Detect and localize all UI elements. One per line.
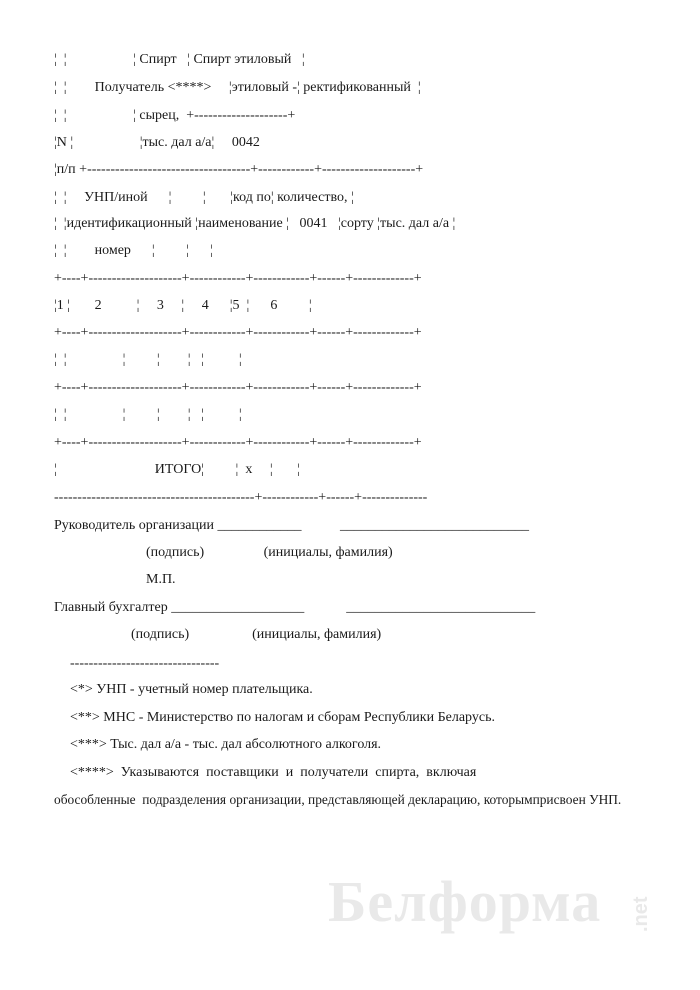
table-row: ¦ ¦ ¦ ¦ ¦ ¦ ¦	[54, 352, 242, 367]
table-rule: +----+--------------------+------------+------------+------+-------------+	[54, 435, 422, 450]
table-header-row-5: ¦п/п +-----------------------------------+------------+--------------------+	[54, 162, 424, 177]
table-rule: +----+--------------------+------------+------------+------+-------------+	[54, 325, 422, 340]
watermark-domain: .net	[630, 896, 652, 932]
footnote-2: <**> МНС - Министерство по налогам и сборам Республики Беларусь.	[70, 710, 495, 725]
table-subheader-row-2: ¦ ¦идентификационный ¦наименование ¦ 0041 ¦сорту ¦тыс. дал а/а ¦	[54, 216, 456, 231]
table-bottom-rule: -------------------------------------------+------------+------+--------------	[54, 490, 428, 505]
table-column-numbers: ¦1 ¦ 2 ¦ 3 ¦ 4 ¦5 ¦ 6 ¦	[54, 298, 312, 313]
table-header-row-4: ¦N ¦ ¦тыс. дал а/а¦ 0042	[54, 135, 260, 150]
table-rule: +----+--------------------+------------+------------+------+-------------+	[54, 271, 422, 286]
accountant-signature-line: Главный бухгалтер ___________________ ___________________________	[54, 600, 536, 615]
table-subheader-row-1: ¦ ¦ УНП/иной ¦ ¦ ¦код по¦ количество, ¦	[54, 190, 354, 205]
accountant-signature-hint: (подпись) (инициалы, фамилия)	[131, 627, 382, 642]
table-row: ¦ ¦ ¦ ¦ ¦ ¦ ¦	[54, 407, 242, 422]
table-total-row: ¦ ИТОГО¦ ¦ х ¦ ¦	[54, 462, 300, 477]
footnote-3: <***> Тыс. дал а/а - тыс. дал абсолютного алкоголя.	[70, 737, 382, 752]
head-signature-line: Руководитель организации ____________ ___________________________	[54, 518, 529, 533]
stamp-label: М.П.	[146, 572, 176, 587]
table-header-row-3: ¦ ¦ ¦ сырец, +--------------------+	[54, 108, 296, 123]
head-signature-hint: (подпись) (инициалы, фамилия)	[146, 545, 393, 560]
footnote-1: <*> УНП - учетный номер плательщика.	[70, 682, 313, 697]
footnote-4-line-1: <****> Указываются поставщики и получатели спирта, включая	[70, 765, 477, 780]
watermark-logo: Белформа	[328, 869, 602, 934]
table-header-row-2: ¦ ¦ Получатель <****> ¦этиловый -¦ ректификованный ¦	[54, 80, 421, 95]
table-subheader-row-3: ¦ ¦ номер ¦ ¦ ¦	[54, 243, 213, 258]
table-header-row-1: ¦ ¦ ¦ Спирт ¦ Спирт этиловый ¦	[54, 52, 305, 67]
footnote-separator: --------------------------------	[70, 656, 220, 671]
footnote-4-line-2: обособленные подразделения организации, представляющей декларацию, которымприсвоен УНП.	[54, 792, 622, 807]
table-rule: +----+--------------------+------------+------------+------+-------------+	[54, 380, 422, 395]
